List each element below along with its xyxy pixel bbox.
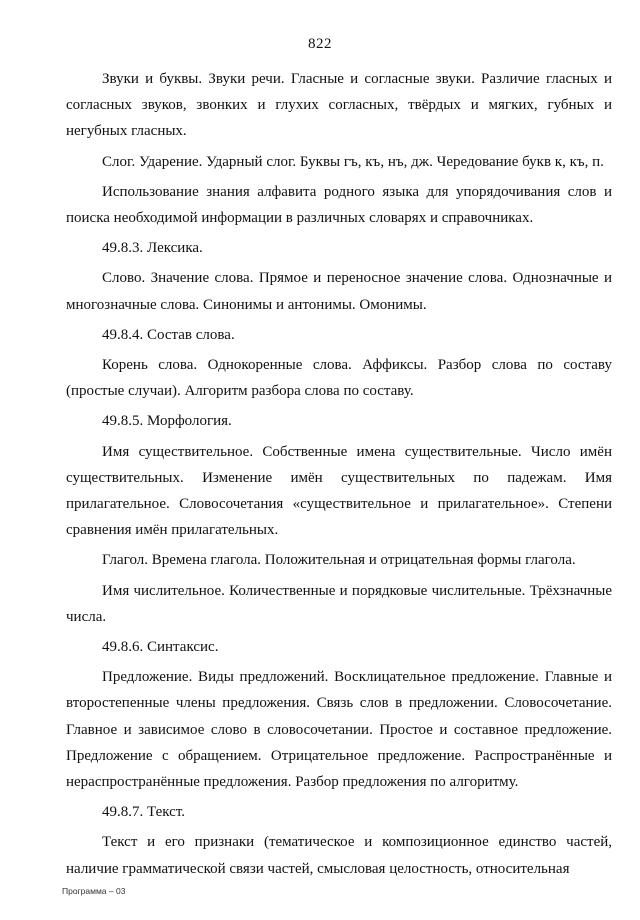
section-heading-text: 49.8.7. Текст. — [102, 804, 185, 821]
section-heading-lexicon: 49.8.3. Лексика. — [102, 240, 203, 257]
section-heading-morphology: 49.8.5. Морфология. — [102, 413, 232, 430]
section-heading-word-structure: 49.8.4. Состав слова. — [102, 326, 235, 343]
document-body — [66, 66, 612, 886]
paragraph-syntax: Предложение. Виды предложений. Восклицательное предложение. Главные и второстепенные члены предложения. Связь слов в предложении. Словосочетание. Главное и зависимое слово в словосочетании. Простое и составное предложение. Предложение с обращением. Отрицательное предложение. Распространённые и нераспространённые предложения. Разбор предложения по алгоритму. — [66, 669, 612, 791]
paragraph-noun-adjective: Имя существительное. Собственные имена существительные. Число имён существительных. Изменение имён существительных по падежам. Имя прилагательное. Словосочетания «существительное и прилагательное». Степени сравнения имён прилагательных. — [66, 443, 612, 539]
paragraph-alphabet-usage: Использование знания алфавита родного языка для упорядочивания слов и поиска необходимой информации в различных словарях и справочниках. — [66, 183, 612, 227]
paragraph-syllable-stress: Слог. Ударение. Ударный слог. Буквы гъ, къ, нъ, дж. Чередование букв к, къ, п. — [102, 153, 604, 170]
paragraph-verb: Глагол. Времена глагола. Положительная и отрицательная формы глагола. — [102, 552, 576, 569]
paragraph-text: Текст и его признаки (тематическое и композиционное единство частей, наличие грамматической связи частей, смысловая целостность, относительная — [66, 834, 612, 877]
page-footer: Программа – 03 — [62, 886, 126, 896]
paragraph-sounds-letters: Звуки и буквы. Звуки речи. Гласные и согласные звуки. Различие гласных и согласных звуков, звонких и глухих согласных, твёрдых и мягких, губных и негубных гласных. — [66, 71, 612, 140]
paragraph-numeral: Имя числительное. Количественные и порядковые числительные. Трёхзначные числа. — [66, 582, 612, 625]
paragraph-word-structure: Корень слова. Однокоренные слова. Аффиксы. Разбор слова по составу (простые случаи). Алгоритм разбора слова по составу. — [66, 357, 612, 400]
section-heading-syntax: 49.8.6. Синтаксис. — [102, 639, 219, 656]
paragraph-lexicon: Слово. Значение слова. Прямое и переносное значение слова. Однозначные и многозначные слова. Синонимы и антонимы. Омонимы. — [66, 270, 612, 313]
page-number: 822 — [308, 36, 332, 52]
